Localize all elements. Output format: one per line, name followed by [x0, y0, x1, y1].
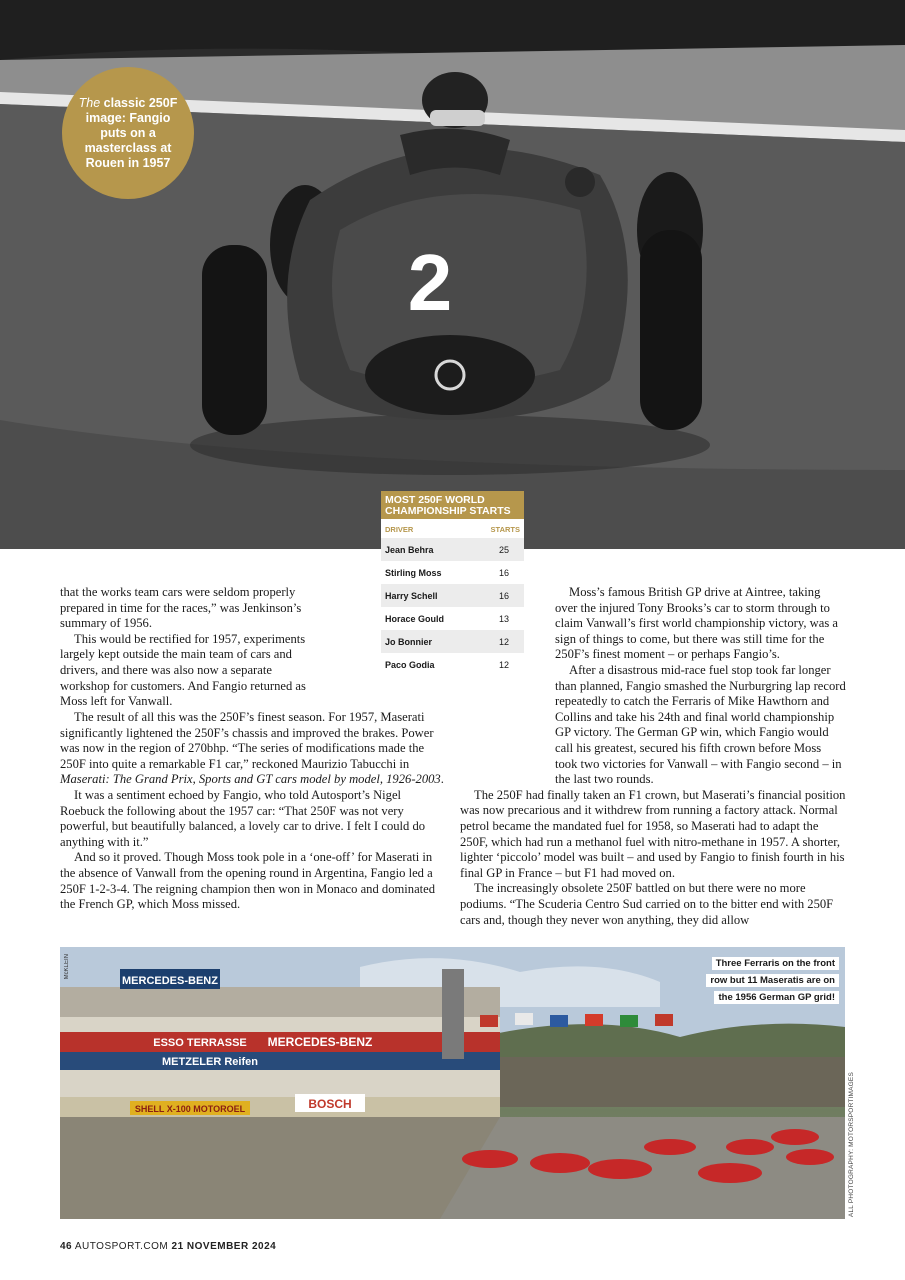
paragraph: Moss’s famous British GP drive at Aintree, taking over the injured Tony Brooks’s car to storm through to claim Vanwall’s first world championship victory, was a sign of things to come, but there was still time for the 250F’s finest moment – or perhaps Fangio’s.	[555, 585, 838, 662]
caption-line: the 1956 German GP grid!	[714, 991, 839, 1004]
sign-mercedes-top: MERCEDES-BENZ	[122, 975, 218, 987]
paragraph: The 250F had finally taken an F1 crown, but Maserati’s financial position was now precarious and it withdrew from running a factory attack. Normal petrol became the mandated fuel for 1958, so Maserati had to adapt the 250F, which had run a methanol fuel with nitro-methane in 1957. A shorter, lighter ‘piccolo’ model was built – and used by Fangio to finish fourth in his final GP in France – but F1 had moved on.	[460, 787, 846, 880]
starts-count: 13	[498, 613, 509, 624]
paragraph: that the works team cars were seldom properly prepared in time for the races,” was Jenkinson’s summary of 1956.	[60, 585, 302, 631]
driver-name: Stirling Moss	[385, 567, 442, 578]
driver-name: Jean Behra	[385, 544, 434, 555]
table-row	[381, 561, 524, 584]
grid-photo	[60, 947, 845, 1219]
article-column-left-lower	[60, 710, 446, 913]
driver-name: Paco Godia	[385, 659, 435, 670]
photo-credit-left: McKLEIN	[64, 954, 70, 980]
paragraph	[60, 710, 446, 788]
starts-count: 16	[498, 590, 509, 601]
caption-line: row but 11 Maseratis are on	[706, 974, 839, 987]
table-row	[381, 607, 524, 630]
table-row	[381, 538, 524, 561]
paragraph: The increasingly obsolete 250F battled on but there were no more podiums. “The Scuderia Centro Sud carried on to the bitter end with 250F cars and, though they never won anything, they did allow	[460, 881, 834, 927]
paragraph-text: The result of all this was the 250F’s finest season. For 1957, Maserati significantly lightened the 250F’s chassis and improved the brakes. Power was now in the region of 270bhp. “The series of modifications made the 250F into quite a remarkable F1 car,” reckoned Maurizio Tabucchi in	[60, 710, 434, 771]
caption-line: Three Ferraris on the front	[712, 957, 839, 970]
driver-name: Horace Gould	[385, 613, 445, 624]
sign-shell: SHELL X-100 MOTOROEL	[134, 1104, 246, 1114]
stats-table-header	[381, 519, 524, 538]
article-column-right-lower	[460, 663, 846, 928]
grid-photo-caption	[699, 955, 839, 1006]
hero-photo	[0, 0, 905, 549]
driver-name: Jo Bonnier	[385, 636, 433, 647]
sign-esso: ESSO TERRASSE	[153, 1037, 247, 1049]
paragraph: After a disastrous mid-race fuel stop took far longer than planned, Fangio smashed the Nurburgring lap record repeatedly to catch the Ferraris of Mike Hawthorn and Collins and take his 24th and final world championship GP victory. The German GP win, which Fangio would call his greatest, secured his fifth crown before Moss took two victories for Vanwall – with Fangio second – in the last two rounds.	[555, 663, 846, 787]
hero-caption-italic: The	[78, 95, 101, 110]
issue-date: 21 NOVEMBER 2024	[171, 1241, 277, 1252]
starts-count: 12	[498, 636, 509, 647]
column-header-driver: DRIVER	[385, 525, 414, 534]
sign-mercedes: MERCEDES-BENZ	[267, 1035, 373, 1049]
article-column-right	[555, 585, 845, 663]
paragraph: It was a sentiment echoed by Fangio, who told Autosport’s Nigel Roebuck the following about the 1957 car: “That 250F was not very powerful, but beautifully balanced, a lovely car to drive. I felt I could do anything with it.”	[60, 787, 426, 849]
hero-caption-text: classic 250F image: Fangio puts on a masterclass at Rouen in 1957	[84, 95, 178, 170]
paragraph-end: .	[440, 772, 444, 787]
paragraph: And so it proved. Though Moss took pole in a ‘one-off’ for Maserati in the absence of Vanwall from the opening round in Argentina, Fangio led a 250F 1-2-3-4. The reigning champion then won in Monaco and dominated the French GP, which Moss missed.	[60, 850, 436, 912]
driver-name: Harry Schell	[385, 590, 438, 601]
starts-count: 12	[498, 659, 509, 670]
table-row	[381, 584, 524, 607]
starts-count: 16	[498, 567, 509, 578]
book-title: Maserati: The Grand Prix, Sports and GT cars model by model, 1926-2003	[60, 772, 441, 787]
starts-count: 25	[498, 544, 509, 555]
table-row	[381, 630, 524, 653]
stats-table-title: MOST 250F WORLD CHAMPIONSHIP STARTS	[381, 491, 524, 519]
sign-metzeler: METZELER Reifen	[162, 1056, 258, 1068]
page-number: 46	[60, 1241, 73, 1252]
stats-table	[381, 491, 524, 676]
stats-table-body	[381, 538, 524, 676]
sign-bosch: BOSCH	[308, 1097, 352, 1111]
paragraph: This would be rectified for 1957, experiments largely kept outside the main team of cars and drivers, and there was also now a separate workshop for customers. And Fangio returned as Moss left for Vanwall.	[60, 631, 306, 709]
car-number: 2	[407, 238, 453, 327]
page-footer	[60, 1241, 276, 1252]
photo-credit-right: ALL PHOTOGRAPHY: MOTORSPORTIMAGES	[848, 1072, 855, 1218]
column-header-starts: STARTS	[490, 525, 520, 534]
site-name: AUTOSPORT.COM	[74, 1241, 169, 1252]
hero-caption-badge	[62, 67, 194, 199]
article-column-left	[60, 585, 322, 710]
